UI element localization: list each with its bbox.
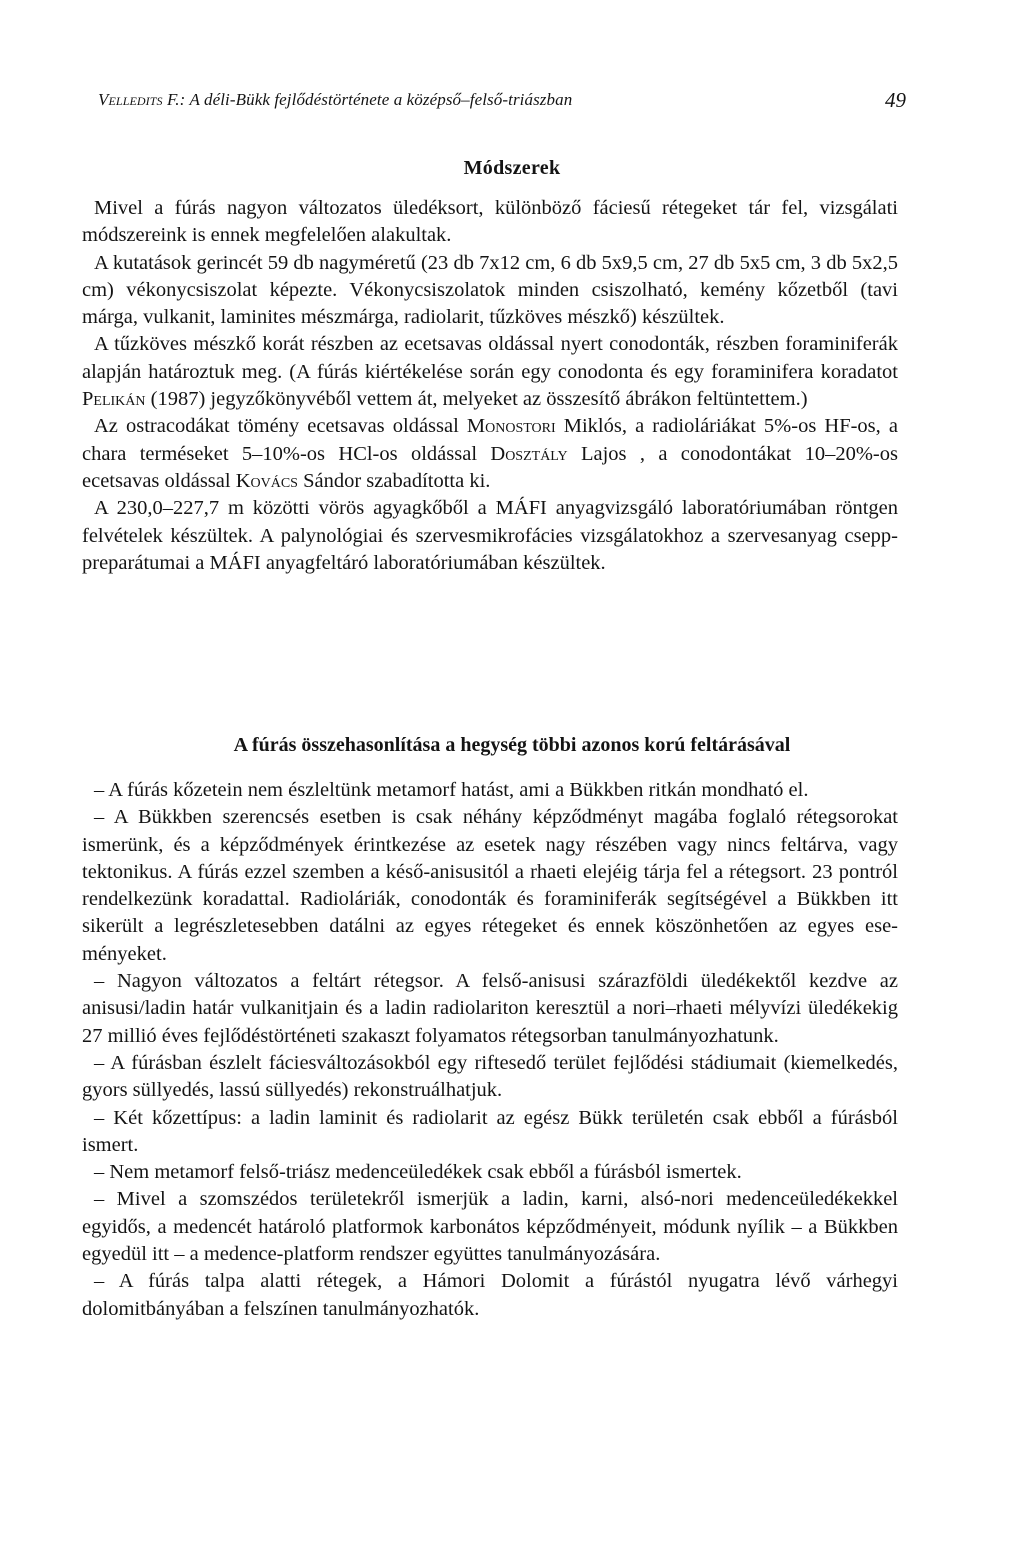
methods-body — [82, 195, 898, 577]
page-header — [98, 86, 906, 116]
list-item: – A Bükkben szerencsés esetben is csak néhány képződményt magába foglaló rétegsorokat ismerünk, és a képződmények érintkezése az esetek nagy részében vagy nincs feltárva, vagy tektonikus. A fúrás ezzel szemben a késő-anisusitól a rhaeti elejéig tárja fel a rétegsort. 23 pontról rendelkezünk koradattal. Radioláriák, conodonták és foraminiferák segítségével a Bükkben itt sikerült a legrészletesebben datálni az egyes rétegeket és ennek köszönhetően az egyes eseményeket. — [82, 806, 898, 965]
list-item: – Nem metamorf felső-triász medenceüledékek csak ebből a fúrásból ismertek. — [94, 1161, 742, 1184]
list-item: – Két kőzettípus: a ladin laminit és radiolarit az egész Bükk területén csak ebből a fúrásból ismert. — [82, 1106, 898, 1156]
paragraph: Mivel a fúrás nagyon változatos üledéksort, különböző fáciesű rétegeket tár fel, vizsgálati módszereink is ennek megfelelően alakultak. — [82, 197, 898, 247]
author-name: Dosztály — [490, 442, 568, 465]
paragraph: A tűzköves mészkő korát részben az ecetsavas oldással nyert conodonták, részben foraminiferák alapján határoztuk meg. (A fúrás kiértékelése során egy conodonta és egy foraminifera koradatot Pelikán (1987) jegyzőkönyvéből vettem át, melyeket az összesítő ábrákon feltüntettem.) — [82, 333, 898, 411]
author-name: Pelikán — [82, 388, 146, 411]
list-item: – Mivel a szomszédos területekről ismerjük a ladin, karni, alsó-nori medenceüledékekkel egyidős, a medencét határoló platformok karbonátos képződményeit, módunk nyílik – a Bükkben egyedül itt – a medence-platform rendszer együttes tanulmányozására. — [82, 1188, 898, 1266]
running-head-author: Velledits F. — [98, 90, 180, 109]
author-name: Kovács — [235, 469, 298, 492]
author-name: Monostori — [466, 415, 556, 438]
paragraph: A 230,0–227,7 m közötti vörös agyagkőből a MÁFI anyagvizsgáló laboratóriumában röntgen felvételek készültek. A palynológiai és szervesmikrofácies vizsgálatokhoz a szervesanyag csepp-preparátumai a MÁFI anyagfeltáró laboratóriumában készültek. — [82, 497, 898, 574]
paragraph: Az ostracodákat tömény ecetsavas oldással Monostori Miklós, a radioláriákat 5%-os HF-os, a chara terméseket 5–10%-os HCl-os oldással Dosztály Lajos , a conodontákat 10–20%-os ecetsavas oldással Kovács Sándor szabadította ki. — [82, 415, 898, 492]
list-item: – A fúrás talpa alatti rétegek, a Hámori Dolomit a fúrástól nyugatra lévő várhegyi dolomitbányában a felszínen tanulmányozhatók. — [82, 1270, 898, 1320]
comparison-body — [82, 777, 898, 1323]
list-item: – A fúrás kőzetein nem észleltünk metamorf hatást, ami a Bükkben ritkán mondható el. — [94, 779, 809, 801]
section-heading-comparison: A fúrás összehasonlítása a hegység többi azonos korú feltárásával — [233, 734, 791, 756]
running-head: Velledits F.: A déli-Bükk fejlődéstörténete a középső–felső-triászban — [98, 90, 573, 109]
list-item: – A fúrásban észlelt fáciesváltozásokból egy riftesedő terület fejlődési stádiumait (kiemelkedés, gyors süllyedés, lassú süllyedés) rekonstruálhatjuk. — [82, 1051, 898, 1102]
paragraph: A kutatások gerincét 59 db nagyméretű (23 db 7x12 cm, 6 db 5x9,5 cm, 27 db 5x5 cm, 3 db 5x2,5 cm) vékonycsiszolat képezte. Vékonycsiszolatok minden csiszolható, kemény kőzetből (tavi márga, vulkanit, laminites mészmárga, radiolarit, tűzköves mészkő) készültek. — [82, 251, 898, 329]
section-heading-methods: Módszerek — [463, 157, 561, 179]
page-number: 49 — [885, 88, 906, 112]
list-item: – Nagyon változatos a feltárt rétegsor. A felső-anisusi szárazföldi üledékektől kezdve az anisusi/ladin határ vulkanitjain és a ladin radiolariton keresztül a nori–rhaeti mélyvízi üledékekig 27 millió éves fejlődéstörténeti szakaszt folyamatos rétegsorban tanulmányozhatunk. — [82, 970, 898, 1047]
running-head-title: A déli-Bükk fejlődéstörténete a középső–felső-triászban — [189, 90, 573, 109]
